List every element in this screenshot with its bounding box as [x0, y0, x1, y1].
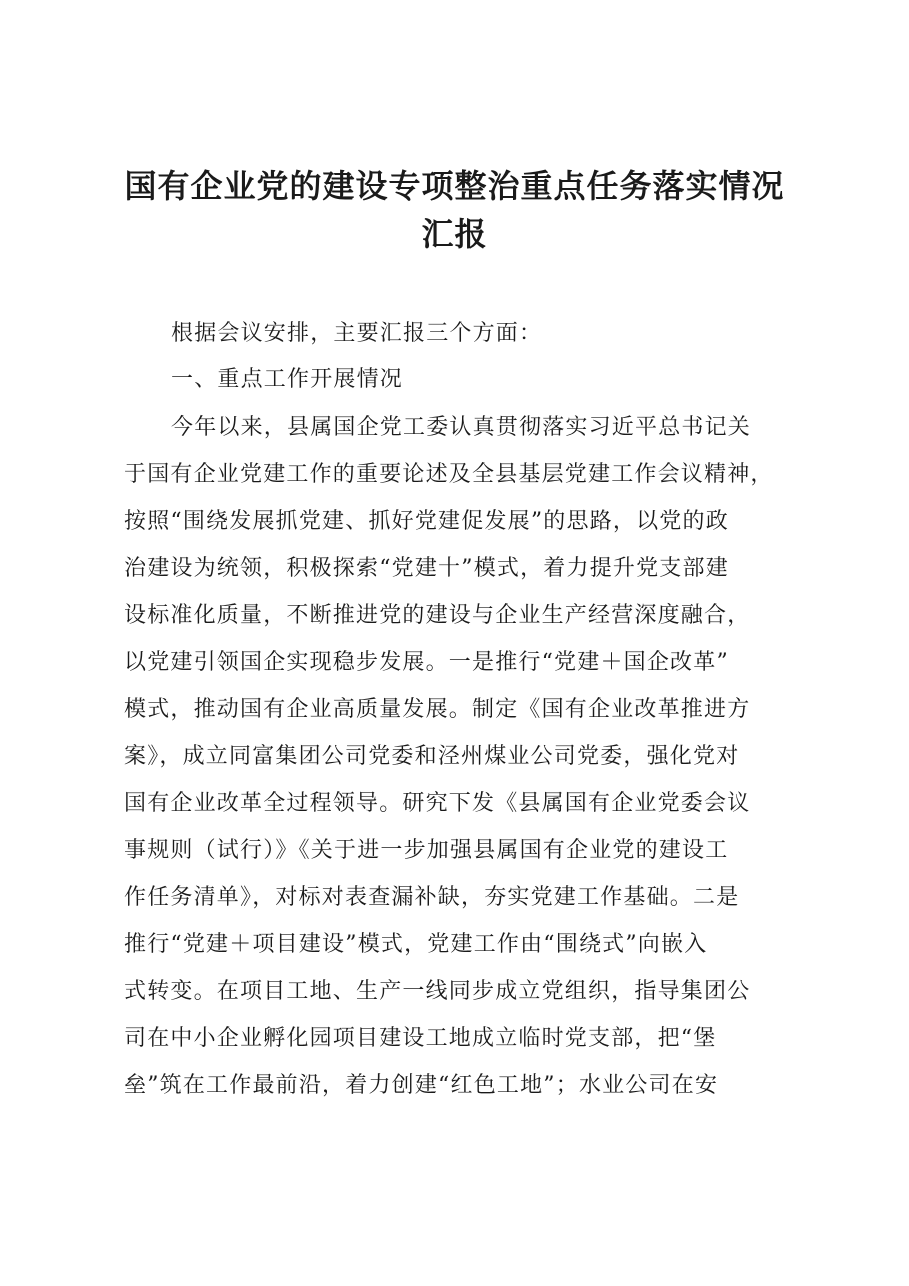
- paragraph-line: 今年以来，县属国企党工委认真贯彻落实习近平总书记关: [171, 415, 752, 440]
- document-title-line-1: 国有企业党的建设专项整治重点任务落实情况: [124, 167, 785, 205]
- intro-text: 根据会议安排，主要汇报三个方面：: [171, 321, 543, 346]
- paragraph-line: 垒”筑在工作最前沿，着力创建“红色工地”；水业公司在安: [124, 1073, 719, 1098]
- paragraph-line: 以党建引领国企实现稳步发展。一是推行“党建＋国企改革”: [124, 650, 729, 675]
- paragraph-line: 事规则（试行）》《关于进一步加强县属国有企业党的建设工: [124, 838, 729, 863]
- document-title-line-2: 汇报: [421, 215, 488, 253]
- paragraph-line: 设标准化质量，不断推进党的建设与企业生产经营深度融合，: [124, 603, 751, 628]
- section-heading: 一、重点工作开展情况: [171, 367, 404, 392]
- paragraph-line: 国有企业改革全过程领导。研究下发《县属国有企业党委会议: [124, 791, 751, 816]
- paragraph-line: 模式，推动国有企业高质量发展。制定《国有企业改革推进方: [124, 697, 751, 722]
- paragraph-line: 式转变。在项目工地、生产一线同步成立党组织，指导集团公: [124, 979, 751, 1004]
- paragraph-line: 按照“围绕发展抓党建、抓好党建促发展”的思路，以党的政: [124, 509, 729, 534]
- paragraph-line: 推行“党建＋项目建设”模式，党建工作由“围绕式”向嵌入: [124, 932, 708, 957]
- paragraph-line: 治建设为统领，积极探索“党建十”模式，着力提升党支部建: [124, 556, 729, 581]
- paragraph-line: 案》，成立同富集团公司党委和泾州煤业公司党委，强化党对: [124, 744, 740, 769]
- paragraph-line: 作任务清单》，对标对表查漏补缺，夯实党建工作基础。二是: [124, 885, 740, 910]
- paragraph-line: 于国有企业党建工作的重要论述及全县基层党建工作会议精神，: [124, 462, 774, 487]
- paragraph-line: 司在中小企业孵化园项目建设工地成立临时党支部，把“堡: [124, 1026, 717, 1051]
